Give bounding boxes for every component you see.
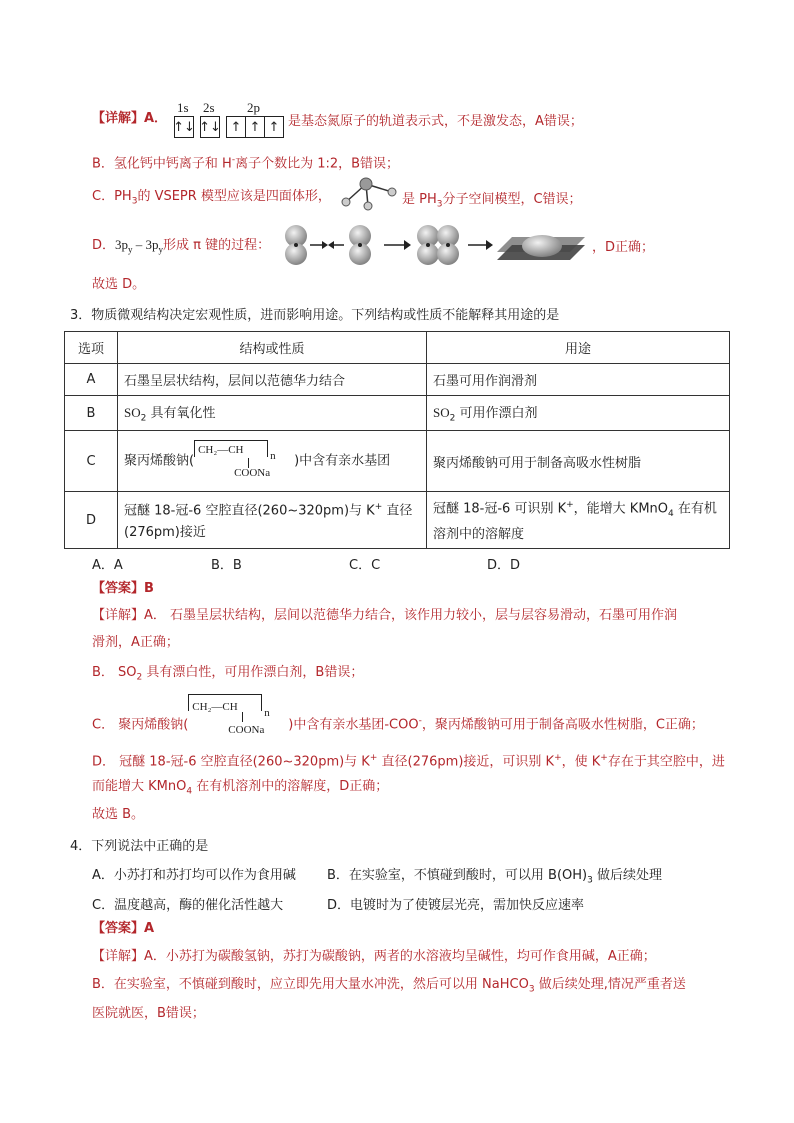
struct-text: 聚丙烯酸钠( (124, 453, 195, 469)
explain-text: C． 聚丙烯酸钠( (92, 717, 189, 733)
detail-d-formula: 3p (115, 237, 129, 252)
table-header: 结构或性质 (118, 332, 427, 364)
explain-text: 存在于其空腔中，进 (607, 754, 725, 770)
detail-c-text2: 是 PH (402, 192, 437, 207)
detail-c-text: 的 VSEPR 模型应该是四面体形， (137, 189, 331, 204)
q4-explain-a: 【详解】A．小苏打为碳酸氢钠，苏打为碳酸钠，两者的水溶液均呈碱性，均可作食用碱，A正确； (92, 949, 656, 964)
q3-options-table (64, 331, 730, 549)
q4-stem: 4．下列说法中正确的是 (70, 839, 209, 854)
detail-d-prefix: D． (92, 238, 116, 253)
q3-explain-d1 (92, 749, 725, 771)
struct-text: 冠醚 18-冠-6 空腔直径(260~320pm)与 K (124, 503, 375, 519)
explain-sub: 4 (186, 786, 193, 797)
orbital-cell: ↑ (246, 117, 265, 137)
ph3-molecule-model (336, 174, 402, 212)
detail-c-sub2: 3 (436, 199, 443, 210)
orbital-box-2p (226, 116, 284, 138)
table-header: 用途 (427, 332, 730, 364)
detail-d-formula-sub: y (128, 244, 133, 255)
pi-bond-formation-diagram (280, 222, 590, 268)
explain-sub: 2 (136, 672, 143, 683)
detail-b-sup: - (231, 155, 236, 165)
orbital-cell: ↑↓ (199, 119, 221, 135)
table-cell: 石墨呈层状结构，层间以范德华力结合 (118, 364, 427, 396)
polymer-n: n (270, 450, 276, 462)
explain-sup: + (369, 753, 378, 763)
struct-text: 直径 (382, 503, 413, 519)
table-cell (427, 396, 730, 431)
q3-stem: 3．物质微观结构决定宏观性质，进而影响用途。下列结构或性质不能解释其用途的是 (70, 308, 560, 323)
explain-text: D． 冠醚 18-冠-6 空腔直径(260~320pm)与 K (92, 754, 370, 770)
orbital-box-2s (200, 116, 220, 138)
table-cell (118, 431, 427, 492)
q4-option-a[interactable]: A．小苏打和苏打均可以作为食用碱 (92, 868, 296, 883)
detail-a-line (92, 110, 167, 128)
so2-sub: 2 (449, 413, 456, 424)
orbital-cell: ↑↓ (173, 119, 195, 135)
explain-sup: - (418, 716, 422, 727)
q3-answer: 【答案】B (92, 581, 154, 596)
so2-sub: 2 (140, 413, 147, 424)
orbital-label-2p: 2p (247, 100, 260, 115)
q4-answer: 【答案】A (92, 921, 155, 936)
detail1-conclusion: 故选 D。 (92, 277, 146, 292)
table-header: 选项 (65, 332, 118, 364)
detail-c-line (92, 188, 331, 211)
use-text: 在有机 (673, 500, 717, 516)
table-cell: 聚丙烯酸钠可用于制备高吸水性树脂 (427, 431, 730, 492)
table-header-row (65, 332, 730, 364)
q3-choice-b[interactable]: B．B (211, 558, 242, 573)
explain-text: ，聚丙烯酸钠可用于制备高吸水性树脂，C正确； (421, 717, 704, 733)
table-cell (118, 396, 427, 431)
explain-text: 做后续处理,情况严重者送 (534, 977, 686, 992)
struct-text: 具有氧化性 (146, 406, 216, 422)
q4-option-b[interactable] (327, 864, 662, 886)
polymer-backbone: CH₂—CH (192, 701, 238, 713)
detail-a-prefix: 【详解】A． (92, 111, 168, 126)
table-row (65, 431, 730, 492)
q3-explain-a2: 滑剂，A正确； (92, 635, 179, 650)
orbital-cell: ↑ (227, 117, 246, 137)
polymer-n: n (264, 707, 270, 719)
detail-c-sub: 3 (131, 196, 138, 207)
q3-explain-a1: 【详解】A． 石墨呈层状结构，层间以范德华力结合，该作用力较小，层与层容易滑动，石墨可用作润 (92, 608, 678, 623)
table-row (65, 364, 730, 396)
option-sub: 3 (587, 875, 593, 886)
q3-explain-b (92, 664, 363, 687)
table-cell (118, 492, 427, 549)
explain-text: 具有漂白性，可用作漂白剂，B错误； (142, 665, 364, 680)
table-cell: A (65, 364, 118, 396)
use-sup: + (566, 499, 574, 510)
table-cell (427, 492, 730, 549)
q4-explain-b2: 医院就医，B错误； (92, 1006, 205, 1021)
explain-text: B． SO (92, 665, 137, 680)
detail-a-text: 是基态氮原子的轨道表示式，不是激发态，A错误； (288, 114, 583, 129)
detail-b-line (92, 151, 399, 173)
q4-option-d[interactable]: D．电镀时为了使镀层光亮，需加快反应速率 (327, 898, 585, 913)
detail-b-text: B．氢化钙中钙离子和 H (92, 156, 232, 172)
q3-choice-c[interactable]: C．C (349, 558, 381, 573)
detail-d-line (92, 236, 270, 259)
polymer-side-group: COONa (234, 467, 271, 479)
detail-d-text2: ，D正确； (592, 240, 655, 255)
detail-d-formula2-sub: y (158, 244, 164, 255)
table-row (65, 396, 730, 431)
detail-c-text3: 分子空间模型，C错误； (442, 192, 582, 207)
q3-choice-d[interactable]: D．D (487, 558, 521, 573)
table-cell: B (65, 396, 118, 431)
struct-text: )中含有亲水基团 (294, 453, 391, 469)
table-cell: C (65, 431, 118, 492)
table-cell: D (65, 492, 118, 549)
explain-text: 直径(276pm)接近，可识别 K (377, 754, 555, 770)
option-text: 做后续处理 (592, 868, 662, 883)
detail-b-text2: 离子个数比为 1:2，B错误； (235, 156, 400, 172)
use-text: 可用作漂白剂 (455, 406, 538, 422)
table-cell: 石墨可用作润滑剂 (427, 364, 730, 396)
explain-text: B．在实验室，不慎碰到酸时，应立即先用大量水冲洗，然后可以用 NaHCO (92, 977, 529, 992)
so2-text: SO (124, 405, 141, 421)
use-text: ，能增大 KMnO (573, 500, 669, 516)
explain-text: 在有机溶剂中的溶解度，D正确； (192, 779, 389, 794)
sodium-polyacrylate-structure (188, 701, 288, 744)
polymer-backbone: CH₂—CH (198, 444, 244, 456)
use-text: 冠醚 18-冠-6 可识别 K (433, 500, 567, 516)
orbital-label-1s: 1s (177, 100, 189, 115)
q4-explain-b1 (92, 976, 686, 999)
orbital-box-1s (174, 116, 194, 138)
explain-sup: + (554, 753, 562, 763)
struct-text: (276pm)接近 (124, 525, 206, 541)
use-sub: 4 (668, 508, 674, 519)
explain-sub: 3 (528, 984, 535, 995)
detail-d-formula2: – 3p (132, 237, 159, 252)
detail-c-text2-wrap (402, 188, 582, 210)
struct-sup: + (374, 501, 383, 512)
table-row (65, 492, 730, 549)
explain-text: )中含有亲水基团-COO (288, 717, 419, 733)
explain-text: ，使 K (561, 754, 601, 770)
q3-conclusion: 故选 B。 (92, 807, 145, 822)
q3-explain-c (92, 701, 704, 744)
q3-choice-a[interactable]: A．A (92, 558, 123, 573)
orbital-label-2s: 2s (203, 100, 215, 115)
orbital-cell: ↑ (268, 119, 280, 135)
use-text: 溶剂中的溶解度 (433, 527, 525, 543)
detail-d-text: 形成 π 键的过程： (163, 238, 271, 253)
q3-explain-d2 (92, 778, 388, 801)
explain-text: 而能增大 KMnO (92, 779, 187, 794)
polymer-side-group: COONa (228, 724, 265, 736)
so2-text: SO (433, 405, 450, 421)
q4-option-c[interactable]: C．温度越高，酶的催化活性越大 (92, 898, 284, 913)
explain-sup: + (600, 753, 608, 763)
sodium-polyacrylate-structure (194, 442, 294, 480)
detail-c-prefix: C．PH (92, 189, 132, 204)
option-text: B．在实验室，不慎碰到酸时，可以用 B(OH) (327, 868, 588, 883)
